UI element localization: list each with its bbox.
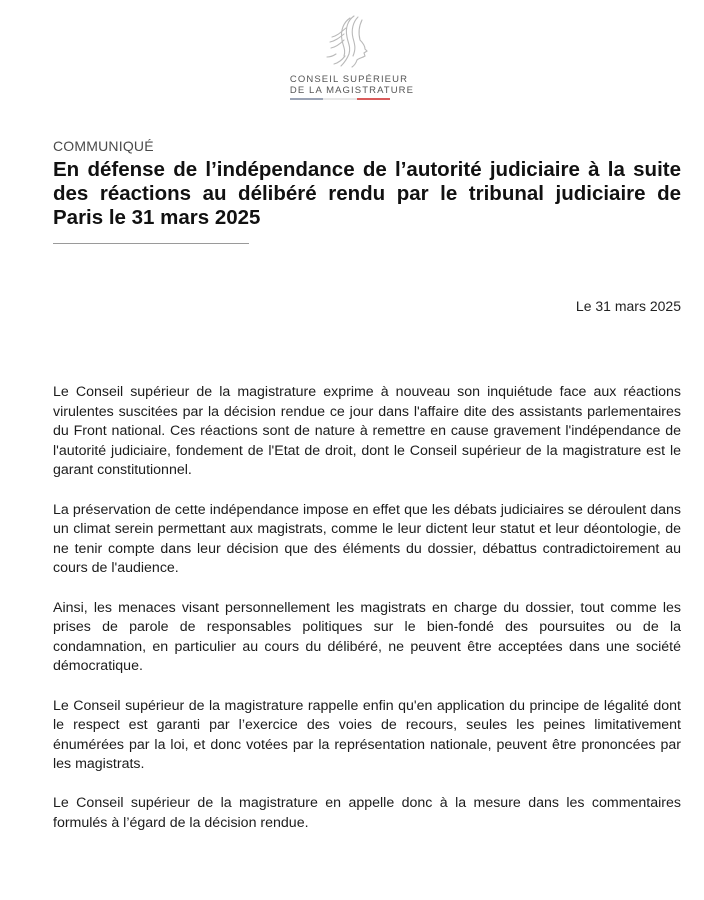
marianne-profile-icon [322,10,382,72]
document-kicker: COMMUNIQUÉ [53,138,154,154]
body-paragraph: Ainsi, les menaces visant personnellement les magistrats en charge du dossier, tout comme les prises de parole de responsables politiques sur le bien-fondé des poursuites ou de la condamnation, en particulier au cours du délibéré, ne peuvent être acceptées dans une société démocratique. [53,599,681,675]
org-name-line1: CONSEIL SUPÉRIEUR [289,74,409,85]
body-paragraph: La préservation de cette indépendance impose en effet que les débats judiciaires se déroulent dans un climat serein permettant aux magistrats, comme le leur dictent leur statut et leur déontologie, de ne tenir compte dans leur décision que des éléments du dossier, débattus contradictoirement au cours de l'audience. [53,501,681,577]
document-body [53,383,681,853]
title-divider [53,243,249,244]
tricolor-rule [290,98,390,100]
page-title: En défense de l’indépendance de l’autorité judiciaire à la suite des réactions au délibéré rendu par le tribunal judiciaire de Paris le 31 mars 2025 [53,158,681,229]
body-paragraph: Le Conseil supérieur de la magistrature rappelle enfin qu'en application du principe de légalité dont le respect est garanti par l’exercice des voies de recours, seules les peines limitativement énumérées par la loi, et donc votées par la représentation nationale, peuvent être prononcées par les magistrats. [53,697,681,773]
org-name-line2: DE LA MAGISTRATURE [289,85,415,96]
document-date: Le 31 mars 2025 [575,298,681,314]
body-paragraph: Le Conseil supérieur de la magistrature en appelle donc à la mesure dans les commentaires formulés à l’égard de la décision rendue. [53,795,681,832]
csm-logo [0,10,704,105]
body-paragraph: Le Conseil supérieur de la magistrature exprime à nouveau son inquiétude face aux réactions virulentes suscitées par la décision rendue ce jour dans l'affaire dite des assistants parlementaires du Front national. Ces réactions sont de nature à remettre en cause gravement l'indépendance de l'autorité judiciaire, fondement de l'Etat de droit, dont le Conseil supérieur de la magistrature est le garant constitutionnel. [53,384,681,479]
